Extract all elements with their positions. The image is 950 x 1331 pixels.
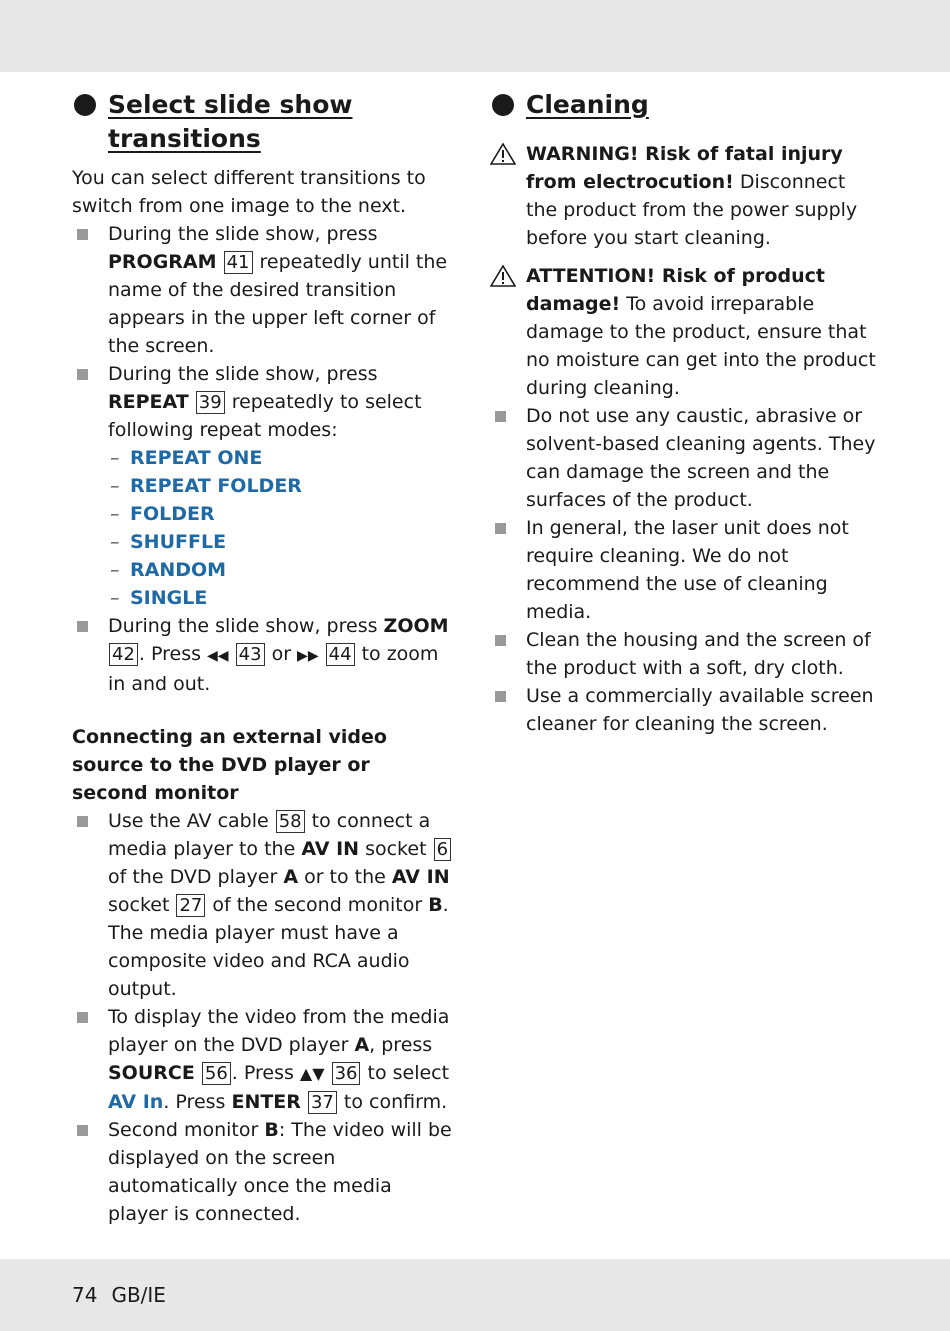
ref-number: 42	[109, 643, 138, 666]
page-footer	[72, 1283, 166, 1307]
ref-number: 44	[326, 643, 355, 666]
mode-item: – RANDOM	[110, 559, 227, 581]
warning-triangle-icon	[490, 265, 516, 287]
ref-number: 37	[308, 1091, 337, 1114]
warning-block: WARNING! Risk of fatal injury from electrocution! Disconnect the product from the power supply before you start cleaning.	[490, 140, 882, 252]
ref-number: 56	[202, 1062, 231, 1085]
right-column	[490, 88, 882, 738]
list-item: Use the AV cable 58 to connect a media player to the AV IN socket 6 of the DVD player A or to the AV IN socket 27 of the second monitor B. The media player must have a composite video and RCA audio output.	[72, 807, 452, 1003]
square-bullet-icon	[77, 369, 88, 380]
mode-item: – SINGLE	[110, 587, 208, 609]
square-bullet-icon	[495, 635, 506, 646]
square-bullet-icon	[495, 523, 506, 534]
square-bullet-icon	[77, 1012, 88, 1023]
square-bullet-icon	[495, 691, 506, 702]
mode-item: – REPEAT ONE	[110, 447, 263, 469]
ref-number: 39	[196, 391, 225, 414]
list-item: Use a commercially available screen cleaner for cleaning the screen.	[490, 682, 882, 738]
square-bullet-icon	[495, 411, 506, 422]
key-repeat: REPEAT	[108, 391, 189, 413]
ref-number: 36	[332, 1062, 361, 1085]
ref-number: 27	[176, 894, 205, 917]
intro-text: You can select different transitions to switch from one image to the next.	[72, 167, 426, 217]
list-item: Second monitor B: The video will be displayed on the screen automatically once the media player is connected.	[72, 1116, 452, 1228]
key-program: PROGRAM	[108, 251, 217, 273]
subheading-external-video: Connecting an external video source to the DVD player or second monitor	[72, 726, 387, 804]
mode-item: – REPEAT FOLDER	[110, 475, 302, 497]
square-bullet-icon	[77, 816, 88, 827]
heading-line-2: transitions	[108, 124, 261, 153]
list-item: Clean the housing and the screen of the product with a soft, dry cloth.	[490, 626, 882, 682]
left-column	[72, 88, 452, 1228]
ref-number: 43	[236, 643, 265, 666]
key-zoom: ZOOM	[383, 615, 449, 637]
heading-cleaning: Cleaning	[526, 90, 649, 119]
square-bullet-icon	[77, 621, 88, 632]
ref-number: 58	[276, 810, 305, 833]
up-down-arrow-icon: ▲▼	[299, 1064, 325, 1083]
list-item: In general, the laser unit does not require cleaning. We do not recommend the use of cleaning media.	[490, 514, 882, 626]
mode-item: – FOLDER	[110, 503, 215, 525]
fast-forward-icon: ▶▶	[297, 648, 319, 664]
list-item: During the slide show, press PROGRAM 41 repeatedly until the name of the desired transition appears in the upper left corner of the screen.	[72, 220, 452, 360]
attention-block: ATTENTION! Risk of product damage! To avoid irreparable damage to the product, ensure that no moisture can get into the product during cleaning.	[490, 262, 882, 402]
ref-number: 41	[224, 251, 253, 274]
square-bullet-icon	[77, 1125, 88, 1136]
list-item: To display the video from the media player on the DVD player A, press SOURCE 56 . Press ▲▼ 36 to select AV In. Press ENTER 37 to confirm.	[72, 1003, 452, 1116]
bullet-dot-icon	[74, 94, 96, 116]
rewind-icon: ◀◀	[207, 648, 229, 664]
page-number: 74	[72, 1283, 98, 1307]
section-heading-cleaning	[490, 88, 882, 122]
mode-item: – SHUFFLE	[110, 531, 227, 553]
section-heading-slideshow	[72, 88, 452, 156]
top-band	[0, 0, 950, 72]
ref-number: 6	[434, 838, 451, 861]
region-label: GB/IE	[111, 1283, 166, 1307]
bullet-dot-icon	[492, 94, 514, 116]
list-item: Do not use any caustic, abrasive or solvent-based cleaning agents. They can damage the screen and the surfaces of the product.	[490, 402, 882, 514]
warning-triangle-icon	[490, 143, 516, 165]
heading-line-1: Select slide show	[108, 90, 353, 119]
list-item: During the slide show, press REPEAT 39 repeatedly to select following repeat modes:	[72, 360, 452, 444]
square-bullet-icon	[77, 229, 88, 240]
repeat-modes-list	[72, 444, 452, 612]
list-item: During the slide show, press ZOOM 42 . Press ◀◀ 43 or ▶▶ 44 to zoom in and out.	[72, 612, 452, 698]
